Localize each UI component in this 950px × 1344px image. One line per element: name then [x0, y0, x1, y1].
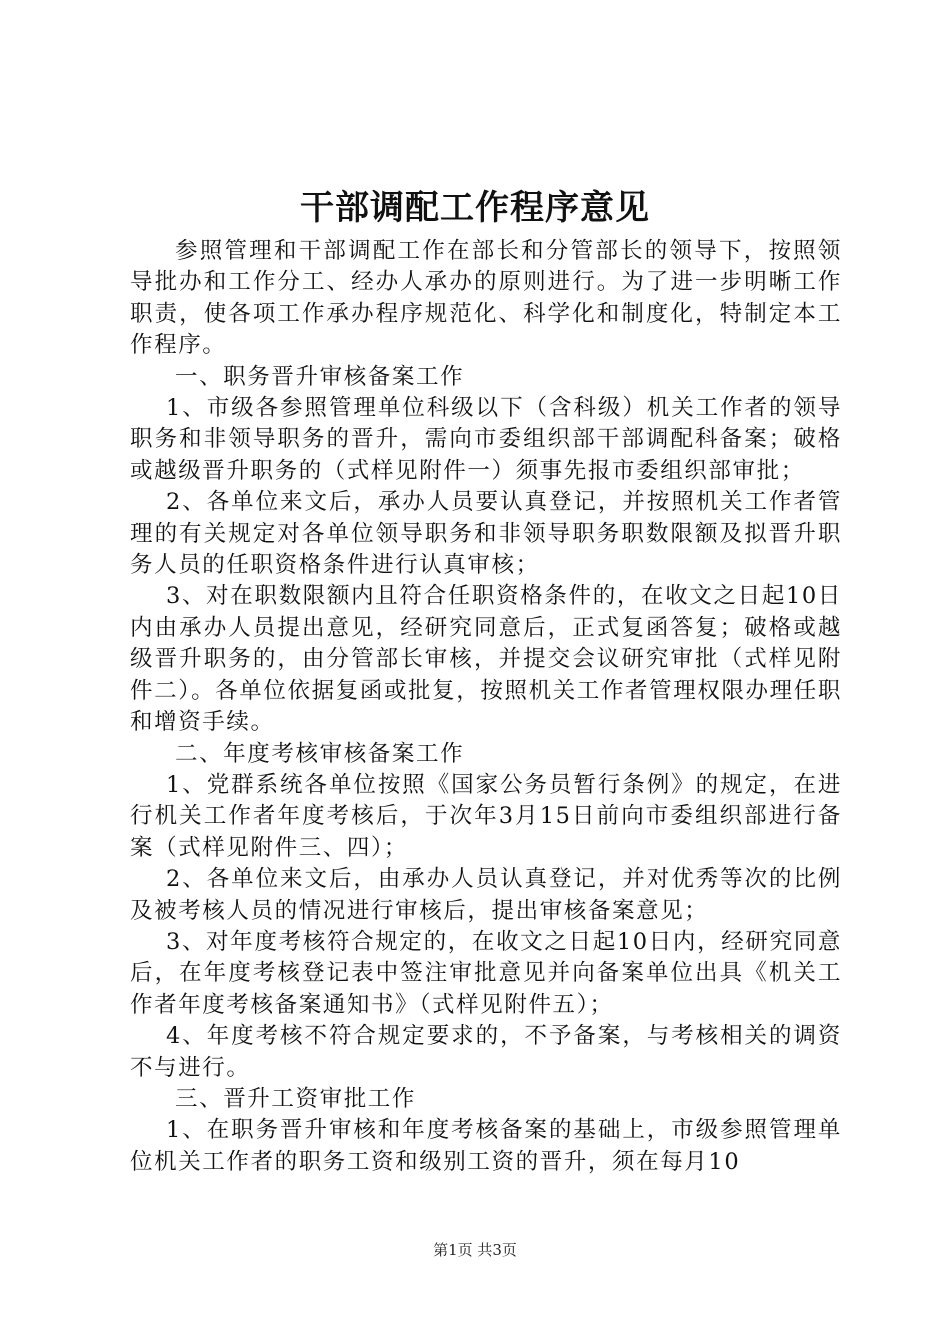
- paragraph-3-1: 1、在职务晋升审核和年度考核备案的基础上，市级参照管理单位机关工作者的职务工资和级别工资的晋升，须在每月10: [130, 1117, 842, 1175]
- document-body: [130, 236, 842, 1178]
- paragraph-1-2: 2、各单位来文后，承办人员要认真登记，并按照机关工作者管理的有关规定对各单位领导职务和非领导职务职数限额及拟晋升职务人员的任职资格条件进行认真审核；: [130, 489, 842, 579]
- section-heading-1: 一、职务晋升审核备案工作: [175, 363, 465, 390]
- paragraph-2-1: 1、党群系统各单位按照《国家公务员暂行条例》的规定，在进行机关工作者年度考核后，于次年3月15日前向市委组织部进行备案（式样见附件三、四）；: [130, 771, 842, 861]
- document-title: 干部调配工作程序意见: [300, 188, 650, 228]
- section-heading-2: 二、年度考核审核备案工作: [175, 740, 465, 767]
- paragraph-intro: 参照管理和干部调配工作在部长和分管部长的领导下，按照领导批办和工作分工、经办人承办的原则进行。为了进一步明晰工作职责，使各项工作承办程序规范化、科学化和制度化，特制定本工作程序。: [130, 238, 842, 359]
- paragraph-2-3: 3、对年度考核符合规定的，在收文之日起10日内，经研究同意后，在年度考核登记表中签注审批意见并向备案单位出具《机关工作者年度考核备案通知书》（式样见附件五）；: [130, 928, 842, 1018]
- section-heading-3: 三、晋升工资审批工作: [175, 1085, 417, 1112]
- paragraph-2-4: 4、年度考核不符合规定要求的，不予备案，与考核相关的调资不与进行。: [130, 1023, 842, 1081]
- paragraph-1-1: 1、市级各参照管理单位科级以下（含科级）机关工作者的领导职务和非领导职务的晋升，需向市委组织部干部调配科备案；破格或越级晋升职务的（式样见附件一）须事先报市委组织部审批；: [130, 395, 842, 484]
- page-number-footer: 第1页 共3页: [433, 1241, 517, 1259]
- paragraph-1-3: 3、对在职数限额内且符合任职资格条件的，在收文之日起10日内由承办人员提出意见，经研究同意后，正式复函答复；破格或越级晋升职务的，由分管部长审核，并提交会议研究审批（式样见附件二）。各单位依据复函或批复，按照机关工作者管理权限办理任职和增资手续。: [130, 583, 842, 736]
- paragraph-2-2: 2、各单位来文后，由承办人员认真登记，并对优秀等次的比例及被考核人员的情况进行审核后，提出审核备案意见；: [130, 866, 842, 924]
